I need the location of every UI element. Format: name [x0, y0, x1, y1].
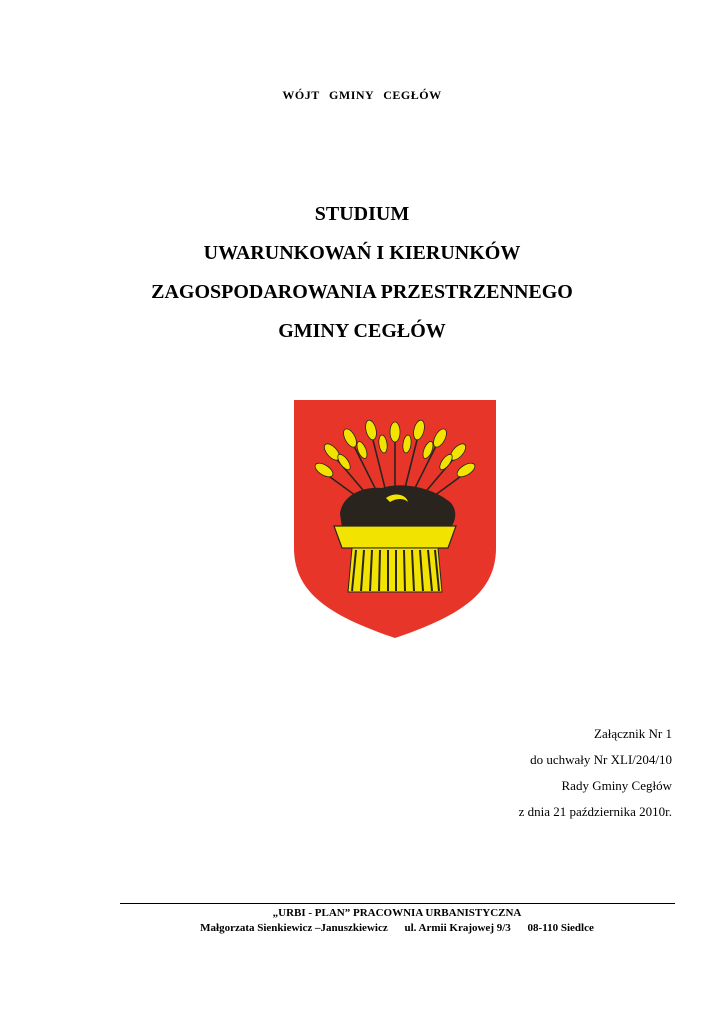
- document-issuer: WÓJT GMINY CEGŁÓW: [282, 88, 442, 102]
- annex-note: [519, 726, 672, 830]
- coat-of-arms-wheat-sheaf-icon: [290, 398, 500, 640]
- footer-address: [0, 921, 724, 936]
- footer-company: „URBI - PLAN” PRACOWNIA URBANISTYCZNA: [272, 907, 522, 919]
- title-line-2: UWARUNKOWAŃ I KIERUNKÓW: [203, 242, 521, 264]
- title-line-3: ZAGOSPODAROWANIA PRZESTRZENNEGO: [151, 281, 573, 303]
- resolution-date: z dnia 21 października 2010r.: [518, 804, 672, 819]
- footer-street: ul. Armii Krajowej 9/3: [404, 922, 511, 934]
- title-line-4: GMINY CEGŁÓW: [278, 320, 446, 342]
- footer: [0, 906, 724, 936]
- sheaf-band: [334, 526, 456, 548]
- footer-city: 08-110 Siedlce: [527, 922, 594, 934]
- document-title: [0, 198, 724, 354]
- title-line-1: STUDIUM: [314, 203, 410, 225]
- footer-author: Małgorzata Sienkiewicz –Januszkiewicz: [200, 922, 388, 934]
- annex-number: Załącznik Nr 1: [594, 726, 672, 741]
- resolution-number: do uchwały Nr XLI/204/10: [530, 752, 672, 767]
- council-name: Rady Gminy Cegłów: [561, 778, 672, 793]
- footer-divider: [120, 903, 675, 904]
